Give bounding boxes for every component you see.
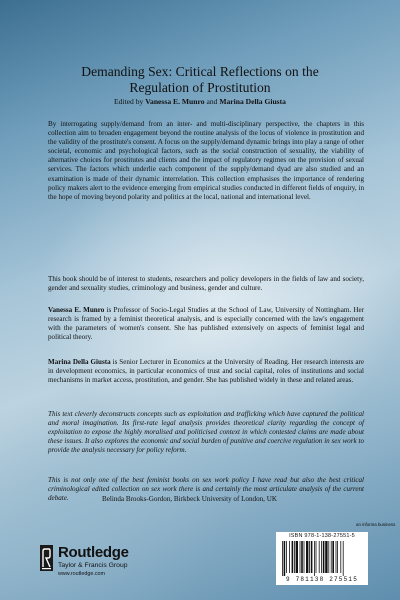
audience-paragraph: This book should be of interest to students, researchers and policy developers in the fields of law and society, gender and sexuality studies, criminology and business, gender and culture.	[48, 275, 364, 293]
editor-1: Vanessa E. Munro	[145, 97, 205, 106]
barcode-digits: 9 781138 275515	[285, 576, 358, 583]
title-line-1: Demanding Sex: Critical Reflections on the	[81, 64, 319, 79]
editor-1-bio-text: is Professor of Socio-Legal Studies at the School of Law, University of Nottingham. Her research is framed by a feminist theoretical analysis, and is especially concerned with the law's engagement with the parameters of women's consent. She has published extensively on aspects of feminist legal and political theory.	[48, 306, 365, 342]
reviewer-attribution: Belinda Brooks-Gordon, Birkbeck University of London, UK	[102, 495, 277, 503]
blurb-paragraph: By interrogating supply/demand from an inter- and multi-disciplinary perspective, the chapters in this collection aim to broaden engagement beyond the routine analysis of the locus of violence in prostitution and the validity of the prostitute's consent. A focus on the supply/demand dynamic brings into play a range of other societal, economic and psychological factors, such as the social construction of sexuality, the viability of alternative choices for prostitutes and clients and the impact of regulatory regimes on the provision of sexual services. The factors which underlie each component of the supply/demand dyad are also studied and an examination is made of their dynamic interrelation. This collection emphasises the importance of rendering policy makers alert to the evidence emerging from empirical studies conducted in different fields of enquiry, in the hope of moving beyond polarity and politics at the local, national and international level.	[48, 120, 364, 201]
editors-join: and	[204, 97, 220, 106]
publisher-name: Routledge	[58, 544, 129, 561]
publisher-url: www.routledge.com	[58, 571, 106, 577]
title-line-2: Regulation of Prostitution	[129, 80, 271, 95]
editor-1-bio	[48, 306, 364, 342]
publisher-group: Taylor & Francis Group	[58, 562, 128, 569]
barcode-bars-icon	[282, 541, 362, 576]
editors-line	[0, 97, 400, 107]
barcode	[276, 532, 368, 585]
editor-2-bio	[48, 358, 364, 385]
editor-1-bio-name: Vanessa E. Munro	[48, 306, 105, 314]
editor-2: Marina Della Giusta	[219, 97, 286, 106]
routledge-logo-icon	[40, 545, 53, 571]
isbn-label: ISBN 978-1-138-27551-5	[289, 533, 355, 539]
informa-tagline: an informa business	[356, 522, 396, 527]
review-quote-2: This is not only one of the best feminist books on sex work policy I have read but also the best critical criminological edited collection on sex work there is and certainly the most articulate analysis of the current debate.	[48, 476, 364, 503]
book-title	[0, 64, 400, 96]
editors-prefix: Edited by	[114, 97, 146, 106]
editor-2-bio-name: Marina Della Giusta	[48, 358, 111, 366]
editor-2-bio-text: is Senior Lecturer in Economics at the University of Reading. Her research interests are in development economics, in particular economics of trust and social capital, roles of institutions and social mechanisms in market access, prostitution, and gender. She has published widely in these and related areas.	[48, 358, 364, 385]
review-quote-1: This text cleverly deconstructs concepts such as exploitation and trafficking which have captured the political and moral imagination. Its first-rate legal analysis provides theoretical clarity regarding the concept of exploitation to expose the highly moralised and politicised context in which contested claims are made about these issues. It also explores the economic and social burden of punitive and coercive regulation in sex work to provide the analysis necessary for policy reform.	[48, 410, 364, 455]
